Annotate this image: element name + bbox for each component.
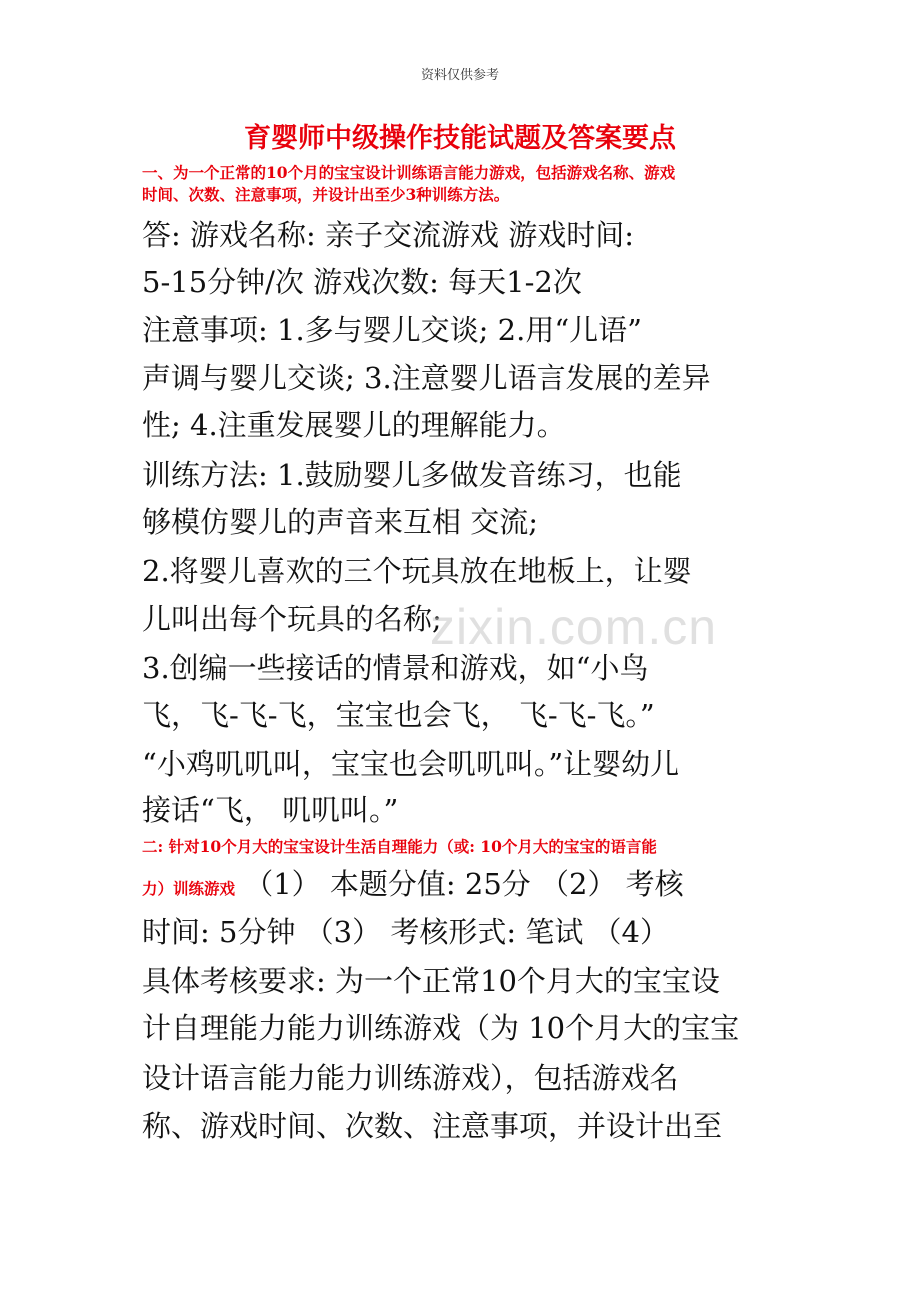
question-1-line-2: 时间、次数、注意事项，并设计出至少3种训练方法。 [142, 185, 510, 204]
answer-line: 接话“飞， 叽叽叫。” [142, 793, 399, 827]
answer-line: 声调与婴儿交谈; 3.注意婴儿语言发展的差异 [142, 361, 711, 395]
answer-line: 2.将婴儿喜欢的三个玩具放在地板上，让婴 [142, 554, 692, 588]
watermark: zixin.com.cn [430, 599, 718, 655]
question-2-line: 设计语言能力能力训练游戏），包括游戏名 [142, 1061, 679, 1095]
question-1-line-1: 一、为一个正常的10个月的宝宝设计训练语言能力游戏，包括游戏名称、游戏 [142, 163, 676, 182]
question-2-line: 时间: 5分钟 （3） 考核形式: 笔试 （4） [142, 915, 669, 949]
answer-line: 训练方法: 1.鼓励婴儿多做发音练习，也能 [142, 458, 682, 492]
question-2-line: 计自理能力能力训练游戏（为 10个月大的宝宝 [142, 1011, 740, 1045]
answer-line: 注意事项: 1.多与婴儿交谈; 2.用“儿语” [142, 313, 642, 347]
question-2-line: 称、游戏时间、次数、注意事项，并设计出至 [142, 1109, 723, 1143]
question-2-red-fragment: 力）训练游戏 [142, 879, 236, 898]
answer-line: 5-15分钟/次 游戏次数: 每天1-2次 [142, 265, 582, 299]
answer-line: 性; 4.注重发展婴儿的理解能力。 [142, 408, 566, 442]
answer-line: 儿叫出每个玩具的名称; [142, 602, 442, 636]
answer-line: 够模仿婴儿的声音来互相 交流; [142, 505, 538, 539]
question-2-line-1: 二: 针对10个月大的宝宝设计生活自理能力（或: 10个月大的宝宝的语言能 [142, 837, 657, 856]
answer-line: “小鸡叽叽叫，宝宝也会叽叽叫。”让婴幼儿 [142, 747, 680, 781]
answer-line: 答: 游戏名称: 亲子交流游戏 游戏时间: [142, 218, 634, 252]
question-2-line: 具体考核要求: 为一个正常10个月大的宝宝设 [142, 964, 720, 998]
answer-line: 飞，飞-飞-飞，宝宝也会飞， 飞-飞-飞。” [142, 698, 655, 732]
header-note: 资料仅供参考 [420, 68, 499, 83]
answer-line: 3.创编一些接话的情景和游戏，如“小鸟 [142, 651, 649, 685]
question-2-line-2 [142, 866, 684, 907]
question-1 [142, 162, 792, 206]
page-title: 育婴师中级操作技能试题及答案要点 [244, 123, 676, 154]
question-2-requirements: （1） 本题分值: 25分 （2） 考核 [235, 867, 684, 901]
